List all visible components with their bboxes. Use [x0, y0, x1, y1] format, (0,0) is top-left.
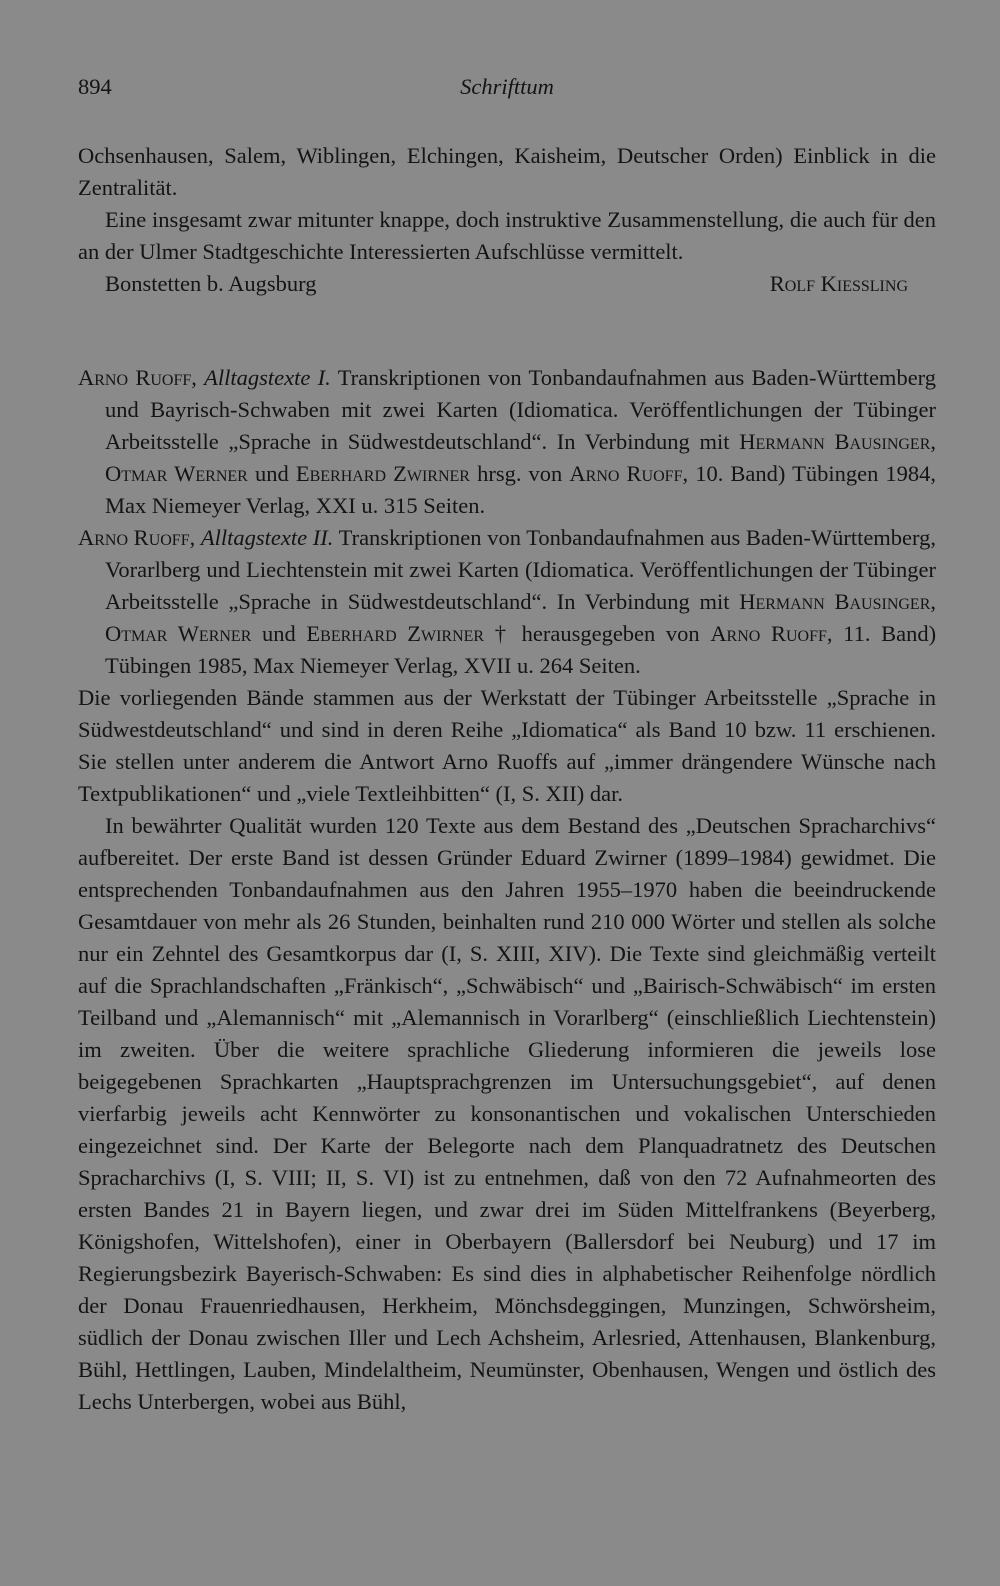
body-text: [78, 140, 936, 1418]
intro-paragraph-2: Eine insgesamt zwar mitunter knappe, doch instruktive Zusammenstellung, die auch für den an der Ulmer Stadtgeschichte Interessierten Aufschlüsse vermittelt.: [78, 207, 936, 264]
intro-paragraph-1: Ochsenhausen, Salem, Wiblingen, Elchingen, Kaisheim, Deutscher Orden) Einblick in die Zentralität.: [78, 143, 936, 200]
bib-text: 11. Band) Tübingen 1985, Max Niemeyer Verlag, XVII u. 264 Seiten.: [105, 621, 937, 678]
bib-editor-name: Otmar Werner: [105, 461, 248, 486]
running-title: Schrifttum: [460, 74, 554, 99]
bib-editor-name: Hermann Bausinger,: [739, 429, 937, 454]
review-signature: [78, 268, 936, 300]
bib-text: und: [254, 461, 289, 486]
bib-editor-name: Arno Ruoff,: [569, 461, 689, 486]
page-number: 894: [78, 74, 112, 99]
bib-editor-name: Eberhard Zwirner: [295, 461, 470, 486]
bib-title: Alltagstexte I.: [204, 365, 331, 390]
bib-text: Transkriptionen von Tonbandaufnahmen aus Baden-Württemberg und Bayrisch-Schwaben mit zwei Karten (Idiomatica. Veröffentlichungen der Tübinger Arbeitsstelle „Sprache in Südwestdeutschland“. In Verbindung mit: [105, 365, 937, 454]
section-gap: [78, 300, 936, 362]
signature-author: Rolf Kiessling: [769, 271, 908, 296]
review-paragraph-2: In bewährter Qualität wurden 120 Texte aus dem Bestand des „Deutschen Spracharchivs“ aufbereitet. Der erste Band ist dessen Gründer Eduard Zwirner (1899–1984) gewidmet. Die entsprechenden Tonbandaufnahmen aus den Jahren 1955–1970 haben die beeindruckende Gesamtdauer von mehr als 26 Stunden, beinhalten rund 210 000 Wörter und stellen als solche nur ein Zehntel des Gesamtkorpus dar (I, S. XIII, XIV). Die Texte sind gleichmäßig verteilt auf die Sprachlandschaften „Fränkisch“, „Schwäbisch“ und „Bairisch-Schwäbisch“ im ersten Teilband und „Alemannisch“ mit „Alemannisch in Vorarlberg“ (einschließlich Liechtenstein) im zweiten. Über die weitere sprachliche Gliederung informieren die jeweils lose beigegebenen Sprachkarten „Hauptsprachgrenzen im Untersuchungsgebiet“, auf denen vierfarbig jeweils acht Kennwörter zu konsonantischen und vokalischen Unterschieden eingezeichnet sind. Der Karte der Belegorte nach dem Planquadratnetz des Deutschen Spracharchivs (I, S. VIII; II, S. VI) ist zu entnehmen, daß von den 72 Aufnahmeorten des ersten Bandes 21 in Bayern liegen, und zwar drei im Süden Mittelfrankens (Beyerberg, Königshofen, Wittelshofen), einer in Oberbayern (Ballersdorf bei Neuburg) und 17 im Regierungsbezirk Bayerisch-Schwaben: Es sind dies in alphabetischer Reihenfolge nördlich der Donau Frauenriedhausen, Herkheim, Mönchsdeggingen, Munzingen, Schwörsheim, südlich der Donau zwischen Iller und Lech Achsheim, Arlesried, Attenhausen, Blankenburg, Bühl, Hettlingen, Lauben, Mindelaltheim, Neumünster, Obenhausen, Wengen und östlich des Lechs Unterbergen, wobei aus Bühl,: [78, 813, 936, 1414]
bib-editor-name: Arno Ruoff,: [710, 621, 833, 646]
bibliography-entry-1: [78, 362, 936, 522]
bib-editor-name: Eberhard Zwirner: [306, 621, 485, 646]
bib-title: Alltagstexte II.: [200, 525, 334, 550]
bib-text: Transkriptionen von Tonbandaufnahmen aus Baden-Württemberg, Vorarlberg und Liechtenstein mit zwei Karten (Idiomatica. Veröffentlichungen der Tübinger Arbeitsstelle „Sprache in Südwestdeutschland“. In Verbindung mit: [105, 525, 937, 614]
bib-text: 10. Band) Tübingen 1984, Max Niemeyer Verlag, XXI u. 315 Seiten.: [105, 461, 937, 518]
bib-author: Arno Ruoff,: [78, 365, 197, 390]
signature-place: Bonstetten b. Augsburg: [105, 271, 317, 296]
bibliography-entry-2: [78, 522, 936, 682]
bib-author: Arno Ruoff,: [78, 525, 196, 550]
bib-text: † herausgegeben von: [494, 621, 700, 646]
review-paragraph-1: Die vorliegenden Bände stammen aus der Werkstatt der Tübinger Arbeitsstelle „Sprache in Südwestdeutschland“ und sind in deren Reihe „Idiomatica“ als Band 10 bzw. 11 erschienen. Sie stellen unter anderem die Antwort Arno Ruoffs auf „immer drängendere Wünsche nach Textpublikationen“ und „viele Textleihbitten“ (I, S. XII) dar.: [78, 685, 936, 806]
bib-editor-name: Otmar Werner: [105, 621, 252, 646]
page-header: [78, 74, 936, 104]
bib-editor-name: Hermann Bausinger,: [739, 589, 937, 614]
bib-text: hrsg. von: [477, 461, 563, 486]
bib-text: und: [262, 621, 296, 646]
